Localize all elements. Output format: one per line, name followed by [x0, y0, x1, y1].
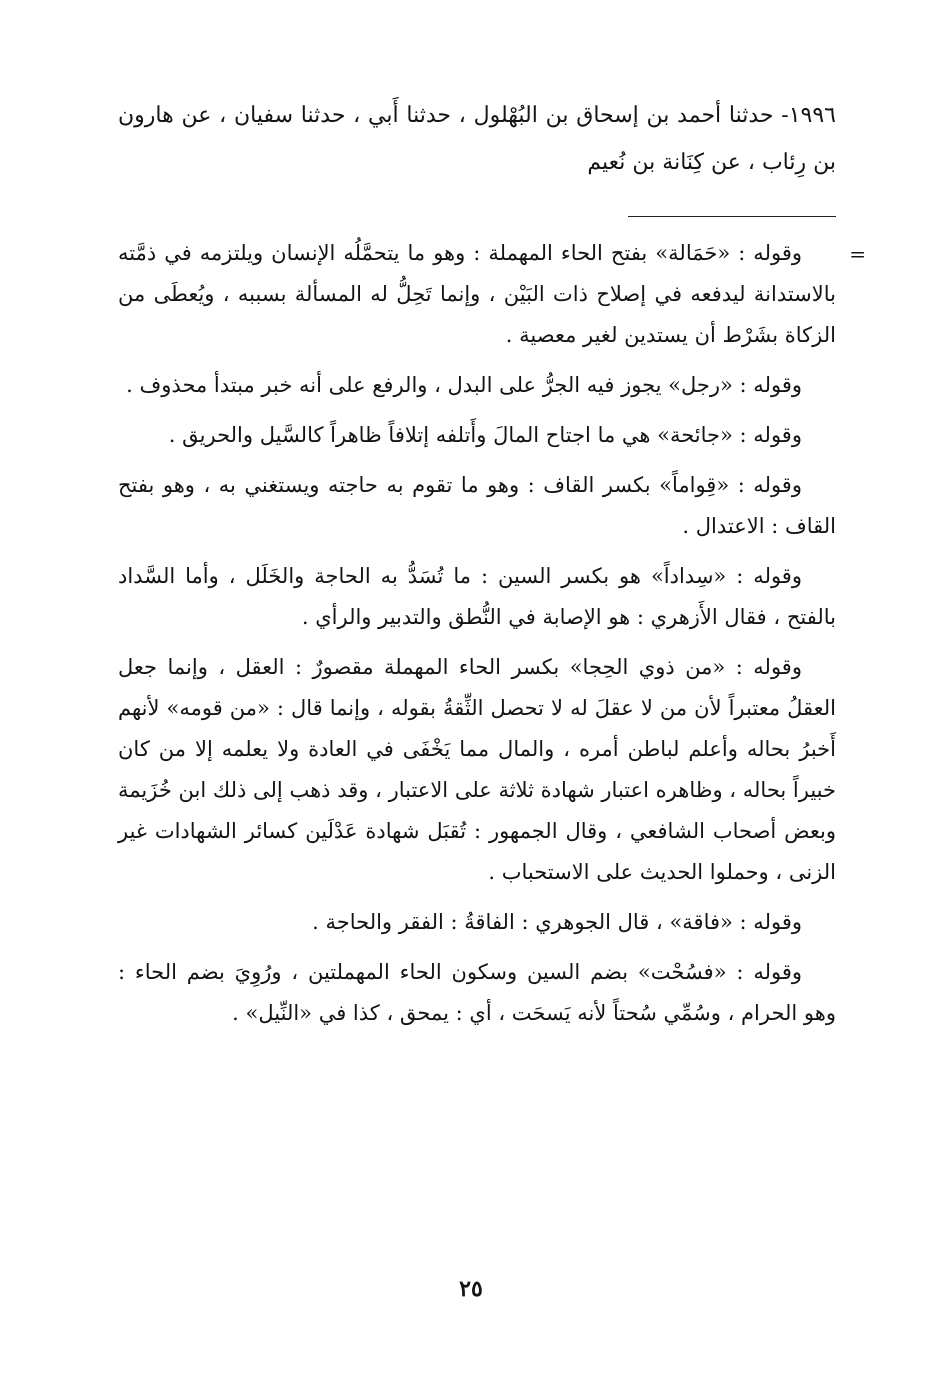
footnote-hamala: وقوله : «حَمَالة» بفتح الحاء المهملة : وهو ما يتحمَّلُه الإنسان ويلتزمه في ذمَّته بالاستدانة ليدفعه في إصلاح ذات البَيْن ، وإنما تَحِلُّ له المسألة بسببه ، ويُعطَى من الزكاة بشَرْط أن يستدين لغير معصية . — [118, 241, 836, 347]
page-number: ٢٥ — [459, 1276, 483, 1302]
footnote-rajul: وقوله : «رجل» يجوز فيه الجرُّ على البدل ، والرفع على أنه خبر مبتدأ محذوف . — [126, 373, 802, 397]
footnote-hija: وقوله : «من ذوي الحِجا» بكسر الحاء المهملة مقصورٌ : العقل ، وإنما جعل العقلُ معتبراً لأن من لا عقلَ له لا تحصل الثِّقةُ بقوله ، وإنما قال : «من قومه» لأنهم أَخبرُ بحاله وأعلم لباطن أمره ، والمال مما يَخْفَى في العادة ولا يعلمه إلا من كان خبيراً بحاله ، وظاهره اعتبار شهادة ثلاثة على الاعتبار ، وقد ذهب إلى ذلك ابن خُزَيمة وبعض أصحاب الشافعي ، وقال الجمهور : تُقبَل شهادة عَدْلَين كسائر الشهادات غير الزنى ، وحملوا الحديث على الاستحباب . — [118, 655, 836, 884]
footnote-separator — [628, 216, 836, 217]
continuation-mark: = — [849, 242, 866, 266]
footnote-jaiha: وقوله : «جائحة» هي ما اجتاح المالَ وأَتلفه إتلافاً ظاهراً كالسَّيل والحريق . — [168, 423, 802, 447]
footnote-suht: وقوله : «فسُحْت» بضم السين وسكون الحاء المهملتين ، ورُوِيَ بضم الحاء : وهو الحرام ، وسُمِّي سُحتاً لأنه يَسحَت ، أي : يمحق ، كذا في «النِّيل» . — [118, 960, 836, 1025]
footnotes — [118, 233, 866, 1034]
footnote-faqa: وقوله : «فاقة» ، قال الجوهري : الفاقةُ : الفقر والحاجة . — [312, 910, 802, 934]
footnote-qiwam: وقوله : «قِواماً» بكسر القاف : وهو ما تقوم به حاجته ويستغني به ، وهو بفتح القاف : الاعتدال . — [118, 473, 836, 538]
hadith-text: ١٩٩٦- حدثنا أحمد بن إسحاق بن البُهْلول ، حدثنا أَبي ، حدثنا سفيان ، عن هارون بن رِئاب ، عن كِنَانة بن نُعيم — [118, 103, 836, 175]
page-body — [118, 92, 866, 1043]
footnote-sidad: وقوله : «سِداداً» هو بكسر السين : ما تُسَدُّ به الحاجة والخَلَل ، وأما السَّداد بالفتح ، فقال الأَزهري : هو الإصابة في النُّطق والتدبير والرأي . — [118, 564, 836, 629]
footnote-separator-wrap — [118, 186, 836, 223]
